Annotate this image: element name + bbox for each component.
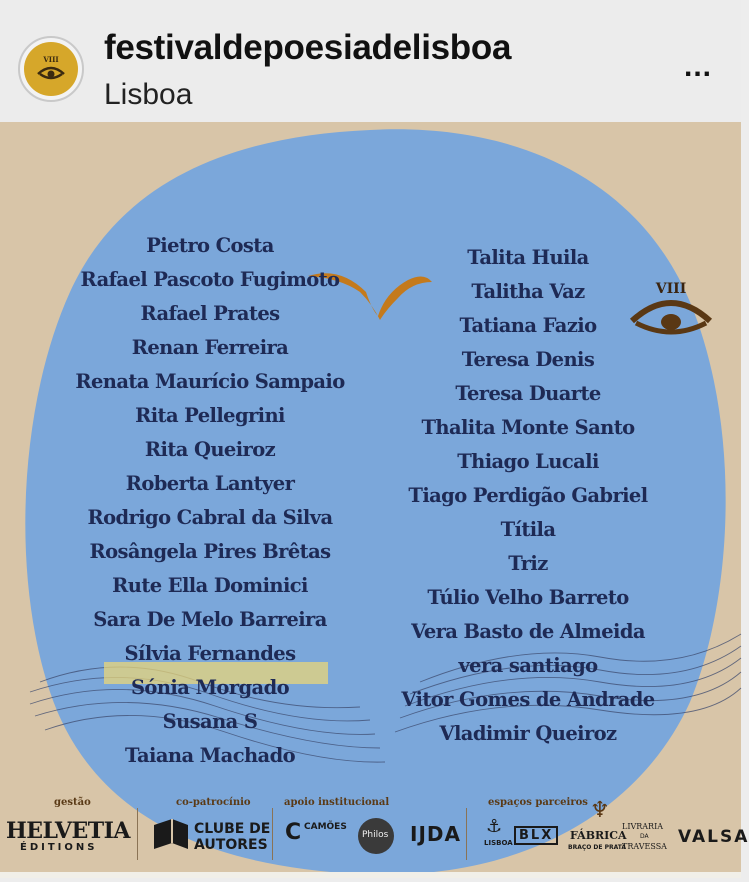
livraria-logo-bottom: TRAVESSA <box>622 842 667 851</box>
sponsor-label-copatrocinio: co-patrocínio <box>176 797 251 808</box>
poet-name: Pietro Costa <box>146 234 274 257</box>
poet-name: Rita Pellegrini <box>135 404 285 427</box>
camoes-logo: CAMÕES <box>304 822 347 832</box>
poet-name: Vladimir Queiroz <box>439 722 617 745</box>
names-right-column <box>378 122 678 882</box>
poet-name: Sónia Morgado <box>130 676 290 699</box>
poet-name: Tiago Perdigão Gabriel <box>408 484 648 507</box>
poet-name: Vitor Gomes de Andrade <box>401 688 655 711</box>
poet-name: Títila <box>500 518 556 541</box>
poet-name: Taiana Machado <box>124 744 296 767</box>
poet-name: Talita Huila <box>467 246 589 269</box>
poet-name: Sílvia Fernandes <box>124 642 296 665</box>
poet-name: Thalita Monte Santo <box>421 416 635 439</box>
sponsor-label-espacos: espaços parceiros <box>488 797 588 808</box>
names-left-column <box>60 122 360 882</box>
sponsor-label-apoio: apoio institucional <box>284 797 390 808</box>
poet-name: Rute Ella Dominici <box>112 574 308 597</box>
poet-name: Thiago Lucali <box>457 450 599 473</box>
helvetia-logo: HELVETIA <box>6 818 130 844</box>
valsa-logo: VALSA <box>678 827 749 847</box>
poet-name: vera santiago <box>458 654 598 677</box>
poet-name: Roberta Lantyer <box>125 472 295 495</box>
philos-logo: Philos <box>362 830 389 840</box>
wheat-icon: ♆ <box>590 798 610 823</box>
poet-name: Susana S <box>162 710 258 733</box>
clube-logo-top: CLUBE DE <box>194 821 271 837</box>
livraria-logo-mid: DA <box>640 833 649 840</box>
post-location[interactable]: Lisboa <box>104 78 193 111</box>
poet-name: Rafael Prates <box>140 302 280 325</box>
clube-logo-bottom: AUTORES <box>194 837 268 853</box>
poet-name: Rosângela Pires Brêtas <box>89 540 331 563</box>
poet-name: Renan Ferreira <box>131 336 289 359</box>
avatar-image <box>24 42 78 96</box>
poet-name: Triz <box>508 552 548 575</box>
blx-logo: BLX <box>514 826 558 845</box>
poet-name: Vera Basto de Almeida <box>411 620 645 643</box>
sponsor-divider <box>272 808 273 860</box>
poet-name: Renata Maurício Sampaio <box>75 370 345 393</box>
ijda-logo: IJDA <box>410 822 461 846</box>
profile-avatar[interactable] <box>18 36 84 102</box>
post-bottom-strip <box>0 872 741 878</box>
more-options-button[interactable]: ... <box>684 50 713 83</box>
sponsor-label-gestao: gestão <box>54 797 91 808</box>
poet-name: Rita Queiroz <box>144 438 276 461</box>
lisboa-crest-icon: ⚓ <box>486 816 503 837</box>
sponsor-divider <box>466 808 467 860</box>
camoes-c-icon: C <box>285 820 302 845</box>
livraria-logo-top: LIVRARIA <box>622 822 664 831</box>
poet-name: Talitha Vaz <box>471 280 585 303</box>
sponsor-divider <box>137 808 138 860</box>
post-image <box>0 122 741 872</box>
poet-name: Rafael Pascoto Fugimoto <box>80 268 340 291</box>
avatar-edition-label: VIII <box>43 55 59 64</box>
eye-icon <box>36 64 66 82</box>
lisboa-logo: LISBOA <box>484 839 513 847</box>
poet-name: Tatiana Fazio <box>459 314 597 337</box>
clube-book-icon <box>150 815 192 855</box>
eye-logo-edition: VIII <box>655 281 687 297</box>
fabrica-subtitle: BRAÇO DE PRATA <box>568 844 627 851</box>
poet-name: Teresa Denis <box>461 348 595 371</box>
fabrica-logo: FÁBRICA <box>570 829 627 842</box>
poet-name: Teresa Duarte <box>455 382 601 405</box>
poet-name: Rodrigo Cabral da Silva <box>87 506 333 529</box>
poet-name: Túlio Velho Barreto <box>427 586 629 609</box>
post-header <box>0 0 741 122</box>
poet-name: Sara De Melo Barreira <box>93 608 327 631</box>
helvetia-subtitle: ÉDITIONS <box>20 842 98 853</box>
account-username[interactable]: festivaldepoesiadelisboa <box>104 28 512 67</box>
